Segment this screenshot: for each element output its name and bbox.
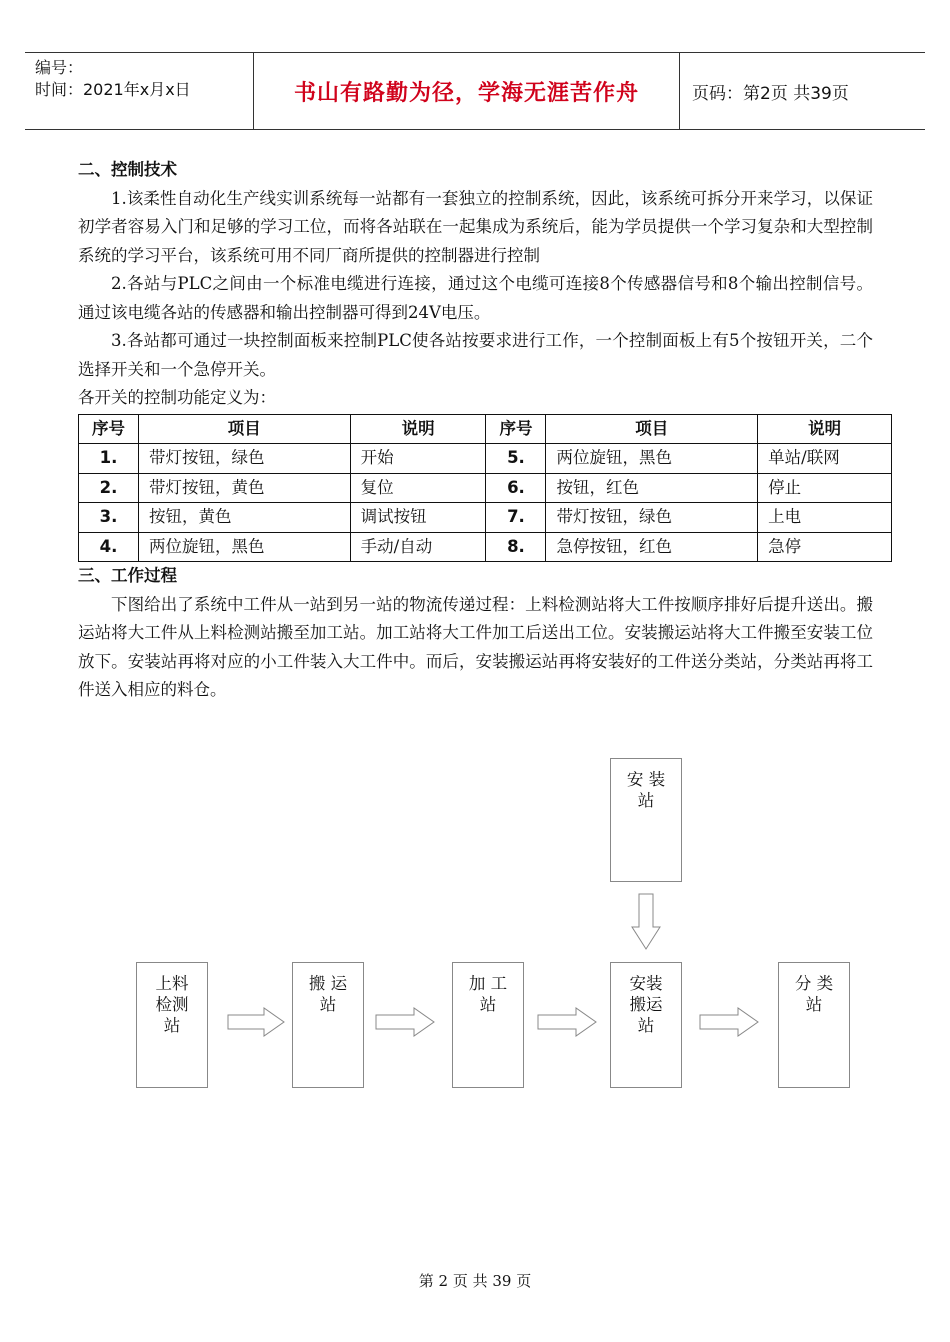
table-cell: 4. <box>79 532 139 562</box>
arrow-down-icon <box>630 893 662 951</box>
station-process: 加 工 站 <box>452 962 524 1088</box>
table-cell: 按钮，红色 <box>546 473 758 503</box>
table-cell: 两位旋钮，黑色 <box>546 444 758 474</box>
document-body <box>78 156 873 705</box>
table-cell: 带灯按钮，绿色 <box>546 503 758 533</box>
table-cell: 1. <box>79 444 139 474</box>
header-meta <box>35 57 255 101</box>
table-header-cell: 说明 <box>350 414 486 444</box>
table-row <box>79 473 892 503</box>
table-cell: 6. <box>486 473 546 503</box>
table-cell: 急停按钮，红色 <box>546 532 758 562</box>
table-header-cell: 序号 <box>79 414 139 444</box>
section-title-control: 二、控制技术 <box>78 160 177 179</box>
table-cell: 5. <box>486 444 546 474</box>
table-row <box>79 532 892 562</box>
station-feed-inspect: 上料 检测 站 <box>136 962 208 1088</box>
table-cell: 手动/自动 <box>350 532 486 562</box>
paragraph: 2.各站与PLC之间由一个标准电缆进行连接，通过这个电缆可连接8个传感器信号和8个输出控制信号。通过该电缆各站的传感器和输出控制器可得到24V电压。 <box>78 274 873 322</box>
table-header-cell: 序号 <box>486 414 546 444</box>
table-cell: 复位 <box>350 473 486 503</box>
page-footer: 第 2 页 共 39 页 <box>418 1272 532 1290</box>
table-cell: 急停 <box>758 532 892 562</box>
table-cell: 两位旋钮，黑色 <box>138 532 350 562</box>
arrow-right-icon <box>536 1006 598 1038</box>
table-header-row <box>79 414 892 444</box>
table-cell: 8. <box>486 532 546 562</box>
paragraph: 下图给出了系统中工件从一站到另一站的物流传递过程：上料检测站将大工件按顺序排好后提升送出。搬运站将大工件从上料检测站搬至加工站。加工站将大工件加工后送出工位。安装搬运站将大工件搬至安装工位放下。安装站再将对应的小工件装入大工件中。而后，安装搬运站再将安装好的工件送分类站，分类站再将工件送入相应的料仓。 <box>78 594 873 699</box>
arrow-right-icon <box>226 1006 286 1038</box>
table-cell: 7. <box>486 503 546 533</box>
station-transport: 搬 运 站 <box>292 962 364 1088</box>
switch-function-table <box>78 414 892 563</box>
station-install: 安 装 站 <box>610 758 682 882</box>
table-row <box>79 444 892 474</box>
table-row <box>79 503 892 533</box>
table-cell: 带灯按钮，黄色 <box>138 473 350 503</box>
table-cell: 上电 <box>758 503 892 533</box>
arrow-right-icon <box>374 1006 436 1038</box>
page-header <box>25 52 925 130</box>
table-cell: 3. <box>79 503 139 533</box>
header-number: 编号： <box>35 58 84 77</box>
table-intro: 各开关的控制功能定义为： <box>78 388 276 407</box>
table-cell: 2. <box>79 473 139 503</box>
header-motto: 书山有路勤为径，学海无涯苦作舟 <box>293 80 639 106</box>
table-cell: 带灯按钮，绿色 <box>138 444 350 474</box>
section-title-process: 三、工作过程 <box>78 566 177 585</box>
header-time: 时间：2021年x月x日 <box>35 80 191 99</box>
table-header-cell: 说明 <box>758 414 892 444</box>
table-cell: 单站/联网 <box>758 444 892 474</box>
station-install-transport: 安装 搬运 站 <box>610 962 682 1088</box>
table-cell: 开始 <box>350 444 486 474</box>
table-header-cell: 项目 <box>546 414 758 444</box>
paragraph: 3.各站都可通过一块控制面板来控制PLC使各站按要求进行工作，一个控制面板上有5个按钮开关，二个选择开关和一个急停开关。 <box>78 331 873 379</box>
table-cell: 按钮，黄色 <box>138 503 350 533</box>
table-header-cell: 项目 <box>138 414 350 444</box>
table-cell: 调试按钮 <box>350 503 486 533</box>
station-sort: 分 类 站 <box>778 962 850 1088</box>
header-page-info: 页码：第2页 共39页 <box>692 83 849 104</box>
paragraph: 1.该柔性自动化生产线实训系统每一站都有一套独立的控制系统，因此，该系统可拆分开来学习，以保证初学者容易入门和足够的学习工位，而将各站联在一起集成为系统后，能为学员提供一个学习复杂和大型控制系统的学习平台，该系统可用不同厂商所提供的控制器进行控制 <box>78 188 873 265</box>
arrow-right-icon <box>698 1006 760 1038</box>
table-cell: 停止 <box>758 473 892 503</box>
